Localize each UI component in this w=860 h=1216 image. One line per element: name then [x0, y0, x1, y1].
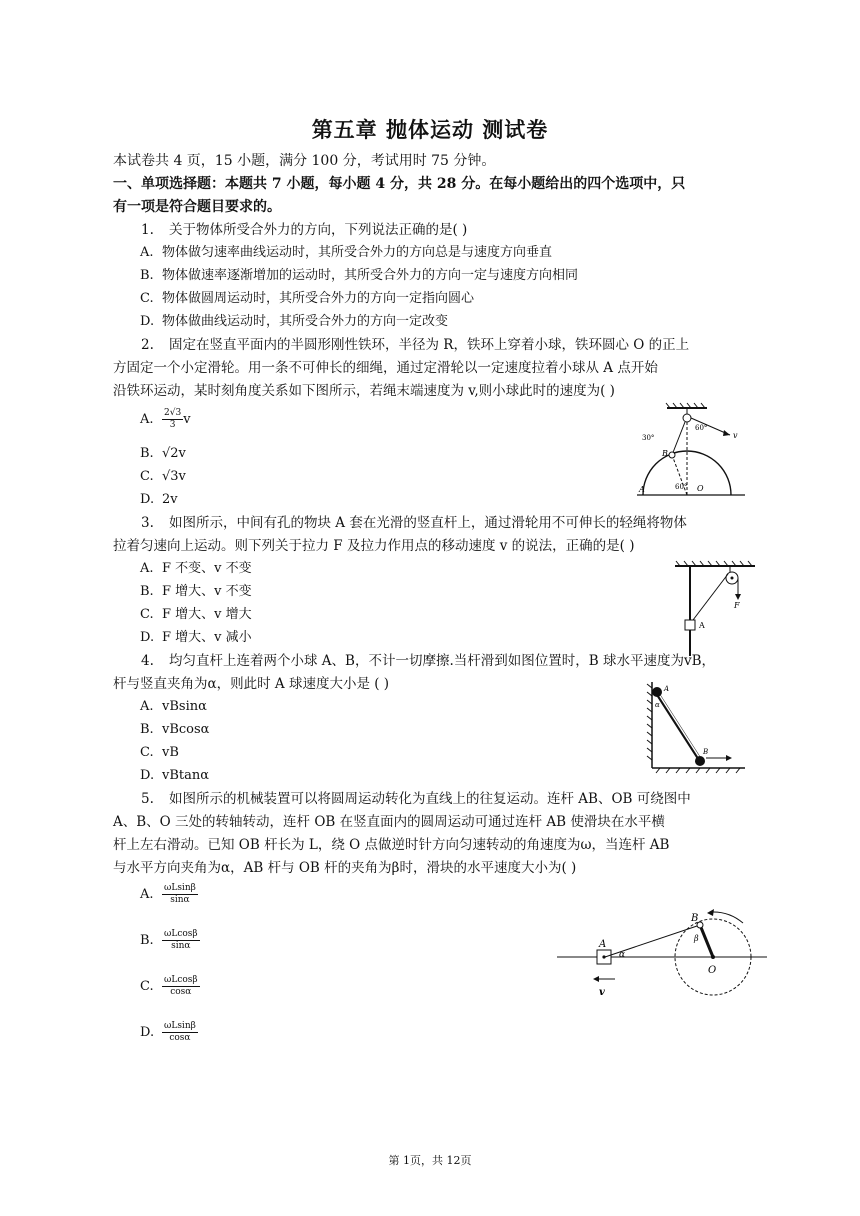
q1-option-a[interactable]: A. 物体做匀速率曲线运动时，其所受合外力的方向总是与速度方向垂直 [140, 245, 553, 260]
q1-option-d[interactable]: D. 物体做曲线运动时，其所受合外力的方向一定改变 [140, 314, 449, 329]
q2-option-c[interactable]: C. √3v [140, 469, 186, 484]
q2-figure [635, 400, 750, 500]
fig-label: 30° [642, 434, 655, 442]
q4-figure [640, 680, 750, 775]
q5-option-a[interactable]: A. $\frac{\omega Lsin\beta}{\sin\alpha}$ [140, 883, 196, 905]
svg-text:A: A [639, 485, 645, 494]
q2-option-d[interactable]: D. 2v [140, 492, 178, 507]
svg-text:O: O [708, 965, 717, 976]
q5-option-c[interactable]: C. $\frac{\omega Lcos\beta}{\cos\alpha}$ [140, 975, 198, 997]
question-text: 关于物体所受合外力的方向，下列说法正确的是( ) [169, 222, 468, 238]
svg-text:A: A [699, 621, 705, 630]
q4-option-d[interactable]: D. vBtanα [140, 768, 210, 783]
q3-option-a[interactable]: A. F 不变、v 不变 [140, 561, 252, 576]
q2-option-b[interactable]: B. √2v [140, 446, 186, 461]
svg-text:A: A [599, 939, 607, 950]
question-3: 3. 如图所示，中间有孔的物块 A 套在光滑的竖直杆上，通过滑轮用不可伸长的轻绳将物体 拉着匀速向上运动。则下列关于拉力 F 及拉力作用点的移动速度 v 的说法，正确的是( ) [113, 515, 687, 554]
section-heading-line2: 有一项是符合题目要求的。 [113, 199, 281, 215]
svg-text:β: β [694, 934, 699, 943]
svg-text:A: A [664, 685, 670, 693]
q5-figure [555, 905, 770, 1010]
svg-text:α: α [655, 701, 660, 709]
q3-option-b[interactable]: B. F 增大、v 不变 [140, 584, 252, 599]
question-1 [113, 219, 753, 242]
svg-text:B: B [703, 748, 709, 756]
q5-option-d[interactable]: D. $\frac{\omega Lsin\beta}{\cos\alpha}$ [140, 1021, 196, 1043]
q3-option-d[interactable]: D. F 增大、v 减小 [140, 630, 252, 645]
question-2: 2. 固定在竖直平面内的半圆形刚性铁环，半径为 R，铁环上穿着小球，铁环圆心 O 的正上 方固定一个小定滑轮。用一条不可伸长的细绳，通过定滑轮以一定速度拉着小球从 A 点开始 沿铁环运动，某时刻角度关系如下图所示，若绳末端速度为 v,则小球此时的速度为( ) [113, 337, 690, 399]
q2-option-a[interactable]: A. $\frac{2√3}{3}$ v [140, 408, 191, 430]
svg-text:v: v [599, 987, 605, 998]
q1-option-b[interactable]: B. 物体做速率逐渐增加的运动时，其所受合外力的方向一定与速度方向相同 [140, 268, 579, 283]
svg-text:F: F [734, 601, 740, 610]
page-title: 第五章 抛体运动 测试卷 [311, 117, 549, 142]
svg-text:B: B [691, 913, 699, 924]
svg-text:60°: 60° [675, 483, 688, 491]
intro-text: 本试卷共 4 页，15 小题，满分 100 分，考试用时 75 分钟。 [113, 153, 496, 169]
q3-figure [670, 558, 760, 658]
q4-option-c[interactable]: C. vB [140, 745, 179, 760]
svg-text:60°: 60° [695, 424, 708, 432]
page-footer: 第 1页，共 12页 [388, 1154, 472, 1167]
svg-text:v: v [733, 431, 738, 440]
q3-option-c[interactable]: C. F 增大、v 增大 [140, 607, 252, 622]
question-4: 4. 均匀直杆上连着两个小球 A、B，不计一切摩擦.当杆滑到如图位置时，B 球水平速度为vB， 杆与竖直夹角为α，则此时 A 球速度大小是 ( ) [113, 653, 716, 692]
q4-option-b[interactable]: B. vBcosα [140, 722, 210, 737]
question-5: 5. 如图所示的机械装置可以将圆周运动转化为直线上的往复运动。连杆 AB、OB 可绕图中 A、B、O 三处的转轴转动，连杆 OB 在竖直面内的圆周运动可通过连杆 AB 使滑块在水平横 杆上左右滑动。已知 OB 杆长为 L，绕 O 点做逆时针方向匀速转动的角速度为ω，当连杆 AB 与水平方向夹角为α，AB 杆与 OB 杆的夹角为β时，滑块的水平速度大小为( ) [113, 791, 691, 876]
section-heading-line1: 一、单项选择题：本题共 7 小题，每小题 4 分，共 28 分。在每小题给出的四个选项中，只 [113, 176, 686, 192]
q1-option-c[interactable]: C. 物体做圆周运动时，其所受合外力的方向一定指向圆心 [140, 291, 475, 306]
q5-option-b[interactable]: B. $\frac{\omega Lcos\beta}{\sin\alpha}$ [140, 929, 198, 951]
svg-text:α: α [619, 950, 626, 960]
q4-option-a[interactable]: A. vBsinα [140, 699, 207, 714]
question-number: 1. [141, 222, 154, 238]
svg-text:B: B [662, 449, 668, 458]
svg-text:O: O [697, 484, 704, 493]
